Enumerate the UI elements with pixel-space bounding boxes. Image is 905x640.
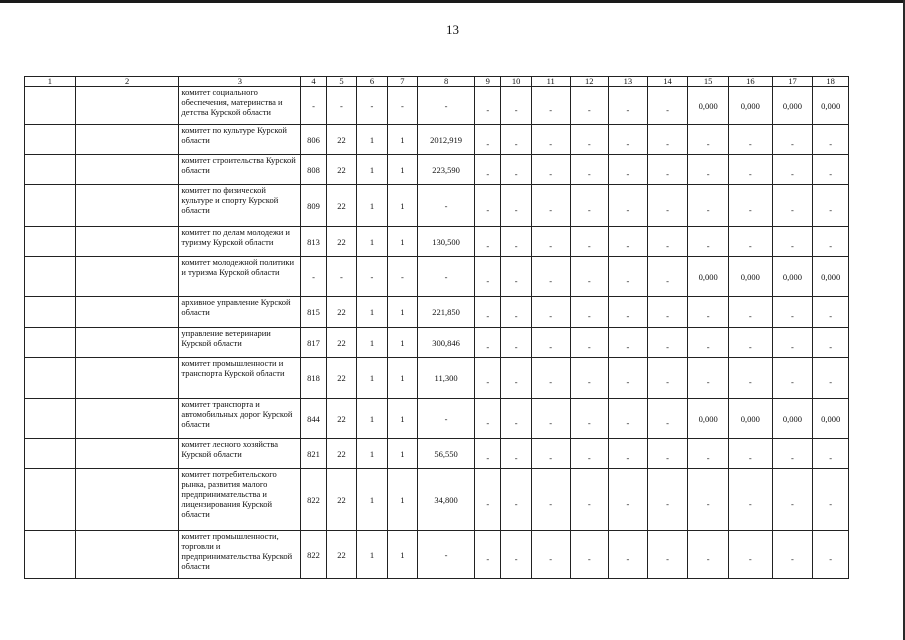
cell-col-12: - <box>570 328 609 358</box>
cell-col-16: - <box>728 155 772 185</box>
organization-name: архивное управление Курской области <box>179 297 301 328</box>
cell-col-15: 0,000 <box>688 399 729 439</box>
cell-col-7: 1 <box>387 439 417 469</box>
cell-col-15: - <box>688 125 729 155</box>
cell-col-12: - <box>570 125 609 155</box>
cell-col-2 <box>75 469 179 531</box>
cell-col-14: - <box>647 227 688 257</box>
cell-col-10: - <box>501 125 531 155</box>
cell-col-14: - <box>647 328 688 358</box>
column-header-17: 17 <box>772 77 813 87</box>
cell-col-4: - <box>301 87 326 125</box>
cell-col-13: - <box>609 87 648 125</box>
cell-col-9: - <box>475 531 501 579</box>
cell-col-14: - <box>647 125 688 155</box>
cell-col-7: - <box>387 87 417 125</box>
cell-col-12: - <box>570 399 609 439</box>
cell-col-8: 56,550 <box>418 439 475 469</box>
cell-col-7: 1 <box>387 358 417 399</box>
cell-col-9: - <box>475 399 501 439</box>
cell-col-6: 1 <box>357 399 387 439</box>
cell-col-7: 1 <box>387 297 417 328</box>
cell-col-10: - <box>501 531 531 579</box>
cell-col-8: - <box>418 257 475 297</box>
organization-name: управление ветеринарии Курской области <box>179 328 301 358</box>
cell-col-10: - <box>501 297 531 328</box>
cell-col-4: 844 <box>301 399 326 439</box>
cell-col-2 <box>75 358 179 399</box>
cell-col-5: 22 <box>326 358 356 399</box>
cell-col-2 <box>75 439 179 469</box>
cell-col-6: 1 <box>357 469 387 531</box>
table-row <box>25 185 849 227</box>
cell-col-17: - <box>772 439 813 469</box>
cell-col-18: - <box>813 297 849 328</box>
cell-col-5: - <box>326 87 356 125</box>
cell-col-8: 130,500 <box>418 227 475 257</box>
cell-col-5: 22 <box>326 155 356 185</box>
cell-col-11: - <box>531 125 570 155</box>
cell-col-17: - <box>772 155 813 185</box>
cell-col-12: - <box>570 185 609 227</box>
cell-col-4: 817 <box>301 328 326 358</box>
cell-col-11: - <box>531 227 570 257</box>
cell-col-16: 0,000 <box>728 399 772 439</box>
organization-name: комитет лесного хозяйства Курской области <box>179 439 301 469</box>
table-row <box>25 297 849 328</box>
table-row <box>25 328 849 358</box>
cell-col-15: - <box>688 469 729 531</box>
cell-col-8: 34,800 <box>418 469 475 531</box>
cell-col-18: 0,000 <box>813 257 849 297</box>
cell-col-14: - <box>647 155 688 185</box>
cell-col-2 <box>75 328 179 358</box>
column-header-13: 13 <box>609 77 648 87</box>
cell-col-17: 0,000 <box>772 87 813 125</box>
cell-col-16: - <box>728 469 772 531</box>
cell-col-9: - <box>475 439 501 469</box>
cell-col-16: - <box>728 125 772 155</box>
cell-col-11: - <box>531 531 570 579</box>
cell-col-11: - <box>531 185 570 227</box>
cell-col-6: 1 <box>357 358 387 399</box>
table-body <box>25 87 849 579</box>
cell-col-1 <box>25 358 76 399</box>
cell-col-4: 822 <box>301 469 326 531</box>
column-header-11: 11 <box>531 77 570 87</box>
table-row <box>25 469 849 531</box>
cell-col-4: - <box>301 257 326 297</box>
cell-col-9: - <box>475 328 501 358</box>
cell-col-6: 1 <box>357 328 387 358</box>
cell-col-9: - <box>475 358 501 399</box>
column-header-16: 16 <box>728 77 772 87</box>
cell-col-4: 822 <box>301 531 326 579</box>
cell-col-17: - <box>772 531 813 579</box>
cell-col-4: 815 <box>301 297 326 328</box>
cell-col-4: 813 <box>301 227 326 257</box>
cell-col-1 <box>25 439 76 469</box>
cell-col-1 <box>25 185 76 227</box>
cell-col-15: - <box>688 297 729 328</box>
cell-col-8: 221,850 <box>418 297 475 328</box>
table-row <box>25 125 849 155</box>
cell-col-15: - <box>688 155 729 185</box>
column-header-15: 15 <box>688 77 729 87</box>
cell-col-1 <box>25 155 76 185</box>
cell-col-14: - <box>647 297 688 328</box>
cell-col-6: 1 <box>357 531 387 579</box>
cell-col-2 <box>75 87 179 125</box>
cell-col-1 <box>25 469 76 531</box>
cell-col-15: - <box>688 185 729 227</box>
cell-col-1 <box>25 257 76 297</box>
cell-col-6: 1 <box>357 439 387 469</box>
organization-name: комитет строительства Курской области <box>179 155 301 185</box>
cell-col-16: - <box>728 328 772 358</box>
organization-name: комитет промышленности, торговли и предпринимательства Курской области <box>179 531 301 579</box>
cell-col-8: 11,300 <box>418 358 475 399</box>
cell-col-10: - <box>501 227 531 257</box>
cell-col-12: - <box>570 297 609 328</box>
cell-col-5: - <box>326 257 356 297</box>
cell-col-18: 0,000 <box>813 87 849 125</box>
cell-col-6: - <box>357 87 387 125</box>
cell-col-5: 22 <box>326 185 356 227</box>
cell-col-9: - <box>475 297 501 328</box>
cell-col-7: - <box>387 257 417 297</box>
cell-col-5: 22 <box>326 125 356 155</box>
column-header-6: 6 <box>357 77 387 87</box>
cell-col-2 <box>75 531 179 579</box>
cell-col-16: 0,000 <box>728 257 772 297</box>
cell-col-10: - <box>501 469 531 531</box>
cell-col-12: - <box>570 531 609 579</box>
cell-col-7: 1 <box>387 185 417 227</box>
cell-col-18: - <box>813 185 849 227</box>
cell-col-14: - <box>647 399 688 439</box>
cell-col-16: - <box>728 358 772 399</box>
cell-col-4: 809 <box>301 185 326 227</box>
cell-col-8: - <box>418 87 475 125</box>
cell-col-14: - <box>647 439 688 469</box>
cell-col-15: 0,000 <box>688 257 729 297</box>
cell-col-17: 0,000 <box>772 399 813 439</box>
cell-col-16: - <box>728 185 772 227</box>
organization-name: комитет транспорта и автомобильных дорог Курской области <box>179 399 301 439</box>
cell-col-4: 818 <box>301 358 326 399</box>
cell-col-2 <box>75 399 179 439</box>
column-header-12: 12 <box>570 77 609 87</box>
column-header-5: 5 <box>326 77 356 87</box>
cell-col-12: - <box>570 358 609 399</box>
cell-col-1 <box>25 531 76 579</box>
cell-col-7: 1 <box>387 227 417 257</box>
column-header-10: 10 <box>501 77 531 87</box>
cell-col-16: 0,000 <box>728 87 772 125</box>
cell-col-13: - <box>609 227 648 257</box>
cell-col-11: - <box>531 155 570 185</box>
cell-col-13: - <box>609 125 648 155</box>
cell-col-4: 821 <box>301 439 326 469</box>
cell-col-13: - <box>609 155 648 185</box>
cell-col-15: - <box>688 358 729 399</box>
cell-col-1 <box>25 87 76 125</box>
cell-col-1 <box>25 227 76 257</box>
cell-col-10: - <box>501 87 531 125</box>
column-header-7: 7 <box>387 77 417 87</box>
cell-col-12: - <box>570 469 609 531</box>
cell-col-17: - <box>772 297 813 328</box>
organization-name: комитет потребительского рынка, развития малого предпринимательства и лицензирования Курской области <box>179 469 301 531</box>
cell-col-14: - <box>647 87 688 125</box>
cell-col-17: - <box>772 358 813 399</box>
column-header-9: 9 <box>475 77 501 87</box>
cell-col-14: - <box>647 185 688 227</box>
cell-col-6: 1 <box>357 297 387 328</box>
table-row <box>25 227 849 257</box>
cell-col-16: - <box>728 439 772 469</box>
cell-col-9: - <box>475 257 501 297</box>
cell-col-6: 1 <box>357 155 387 185</box>
cell-col-12: - <box>570 257 609 297</box>
cell-col-18: - <box>813 227 849 257</box>
cell-col-16: - <box>728 297 772 328</box>
organization-name: комитет промышленности и транспорта Курской области <box>179 358 301 399</box>
cell-col-9: - <box>475 185 501 227</box>
organization-name: комитет социального обеспечения, материнства и детства Курской области <box>179 87 301 125</box>
cell-col-17: 0,000 <box>772 257 813 297</box>
cell-col-5: 22 <box>326 531 356 579</box>
cell-col-12: - <box>570 227 609 257</box>
cell-col-13: - <box>609 469 648 531</box>
cell-col-16: - <box>728 227 772 257</box>
cell-col-8: 2012,919 <box>418 125 475 155</box>
column-header-8: 8 <box>418 77 475 87</box>
cell-col-10: - <box>501 155 531 185</box>
table-row <box>25 531 849 579</box>
header-row <box>25 77 849 87</box>
cell-col-7: 1 <box>387 125 417 155</box>
cell-col-14: - <box>647 469 688 531</box>
cell-col-2 <box>75 125 179 155</box>
cell-col-7: 1 <box>387 399 417 439</box>
cell-col-13: - <box>609 185 648 227</box>
cell-col-7: 1 <box>387 328 417 358</box>
column-header-2: 2 <box>75 77 179 87</box>
cell-col-1 <box>25 399 76 439</box>
cell-col-7: 1 <box>387 469 417 531</box>
cell-col-10: - <box>501 399 531 439</box>
cell-col-6: 1 <box>357 227 387 257</box>
cell-col-5: 22 <box>326 469 356 531</box>
cell-col-6: - <box>357 257 387 297</box>
cell-col-2 <box>75 297 179 328</box>
cell-col-12: - <box>570 87 609 125</box>
cell-col-5: 22 <box>326 399 356 439</box>
cell-col-10: - <box>501 358 531 399</box>
cell-col-1 <box>25 297 76 328</box>
organization-name: комитет по делам молодежи и туризму Курской области <box>179 227 301 257</box>
cell-col-11: - <box>531 469 570 531</box>
cell-col-5: 22 <box>326 297 356 328</box>
cell-col-1 <box>25 125 76 155</box>
cell-col-10: - <box>501 185 531 227</box>
cell-col-2 <box>75 227 179 257</box>
cell-col-12: - <box>570 155 609 185</box>
cell-col-17: - <box>772 227 813 257</box>
cell-col-10: - <box>501 257 531 297</box>
cell-col-13: - <box>609 257 648 297</box>
cell-col-6: 1 <box>357 125 387 155</box>
table-row <box>25 358 849 399</box>
cell-col-11: - <box>531 87 570 125</box>
cell-col-15: - <box>688 227 729 257</box>
cell-col-18: - <box>813 531 849 579</box>
cell-col-11: - <box>531 297 570 328</box>
cell-col-18: - <box>813 469 849 531</box>
cell-col-11: - <box>531 358 570 399</box>
cell-col-4: 806 <box>301 125 326 155</box>
cell-col-8: 300,846 <box>418 328 475 358</box>
cell-col-17: - <box>772 125 813 155</box>
cell-col-5: 22 <box>326 227 356 257</box>
cell-col-4: 808 <box>301 155 326 185</box>
cell-col-15: - <box>688 328 729 358</box>
column-header-1: 1 <box>25 77 76 87</box>
cell-col-18: - <box>813 125 849 155</box>
scan-top-edge <box>0 0 905 3</box>
cell-col-6: 1 <box>357 185 387 227</box>
organization-name: комитет молодежной политики и туризма Курской области <box>179 257 301 297</box>
cell-col-15: - <box>688 531 729 579</box>
column-header-4: 4 <box>301 77 326 87</box>
table-row <box>25 439 849 469</box>
cell-col-5: 22 <box>326 439 356 469</box>
cell-col-14: - <box>647 531 688 579</box>
cell-col-11: - <box>531 257 570 297</box>
cell-col-17: - <box>772 185 813 227</box>
cell-col-9: - <box>475 469 501 531</box>
cell-col-17: - <box>772 469 813 531</box>
cell-col-13: - <box>609 358 648 399</box>
cell-col-18: - <box>813 328 849 358</box>
column-header-18: 18 <box>813 77 849 87</box>
column-header-14: 14 <box>647 77 688 87</box>
cell-col-13: - <box>609 328 648 358</box>
cell-col-10: - <box>501 439 531 469</box>
cell-col-8: - <box>418 185 475 227</box>
budget-table <box>24 76 849 579</box>
cell-col-13: - <box>609 297 648 328</box>
cell-col-8: 223,590 <box>418 155 475 185</box>
table-row <box>25 257 849 297</box>
cell-col-13: - <box>609 531 648 579</box>
cell-col-7: 1 <box>387 155 417 185</box>
cell-col-9: - <box>475 155 501 185</box>
cell-col-15: - <box>688 439 729 469</box>
cell-col-18: 0,000 <box>813 399 849 439</box>
cell-col-17: - <box>772 328 813 358</box>
table-row <box>25 399 849 439</box>
cell-col-7: 1 <box>387 531 417 579</box>
cell-col-13: - <box>609 439 648 469</box>
cell-col-9: - <box>475 87 501 125</box>
cell-col-13: - <box>609 399 648 439</box>
cell-col-11: - <box>531 439 570 469</box>
cell-col-11: - <box>531 399 570 439</box>
cell-col-16: - <box>728 531 772 579</box>
cell-col-14: - <box>647 257 688 297</box>
organization-name: комитет по физической культуре и спорту Курской области <box>179 185 301 227</box>
cell-col-15: 0,000 <box>688 87 729 125</box>
table-row <box>25 87 849 125</box>
cell-col-2 <box>75 185 179 227</box>
cell-col-2 <box>75 257 179 297</box>
cell-col-8: - <box>418 399 475 439</box>
cell-col-11: - <box>531 328 570 358</box>
cell-col-9: - <box>475 227 501 257</box>
cell-col-2 <box>75 155 179 185</box>
cell-col-10: - <box>501 328 531 358</box>
column-header-3: 3 <box>179 77 301 87</box>
cell-col-18: - <box>813 155 849 185</box>
cell-col-9: - <box>475 125 501 155</box>
page-number: 13 <box>446 22 459 37</box>
cell-col-18: - <box>813 358 849 399</box>
cell-col-5: 22 <box>326 328 356 358</box>
cell-col-18: - <box>813 439 849 469</box>
organization-name: комитет по культуре Курской области <box>179 125 301 155</box>
cell-col-12: - <box>570 439 609 469</box>
cell-col-14: - <box>647 358 688 399</box>
table-row <box>25 155 849 185</box>
cell-col-8: - <box>418 531 475 579</box>
cell-col-1 <box>25 328 76 358</box>
